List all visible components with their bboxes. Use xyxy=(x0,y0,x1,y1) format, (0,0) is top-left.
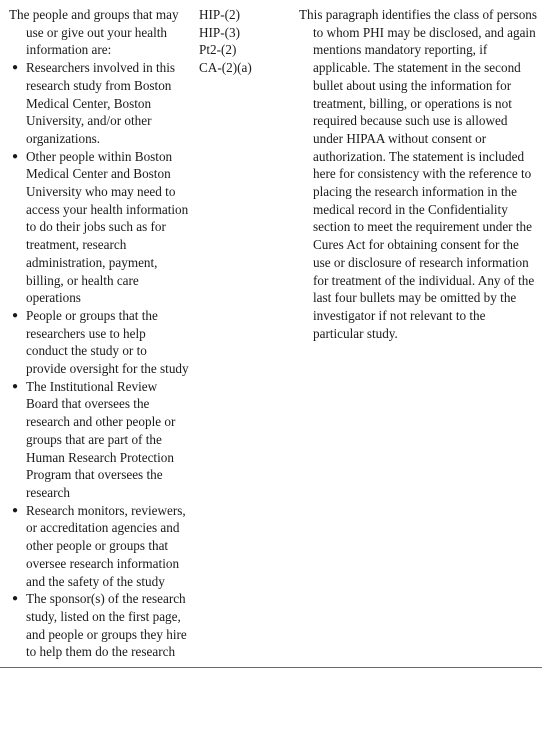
list-item xyxy=(9,378,190,502)
list-item xyxy=(9,148,190,307)
bullet-icon: ● xyxy=(12,380,19,392)
bullet-icon: ● xyxy=(12,504,19,516)
bullet-icon: ● xyxy=(12,150,19,162)
list-item xyxy=(9,307,190,378)
guidance-note-cell xyxy=(293,0,542,668)
recipients-list xyxy=(9,59,190,661)
list-item-text: The Institutional Review Board that oversees the research and other people or groups that are part of the Human Research Protection Program that oversees the research xyxy=(26,378,176,500)
regulation-codes-cell xyxy=(190,0,293,668)
intro-text: The people and groups that may use or give out your health information are: xyxy=(9,7,179,58)
guidance-note: This paragraph identifies the class of persons to whom PHI may be disclosed, and again mentions mandatory reporting, if applicable. The statement in the second bullet about using the information for treatment, billing, or operations is not required because such use is allowed under HIPAA without consent or authorization. The statement is included here for consistency with the reference to placing the research information in the medical record in the Confidentiality section to meet the requirement under the Cures Act for obtaining consent for the use or disclosure of research information for treatment of the individual. Any of the last four bullets may be omitted by the investigator if not relevant to the particular study. xyxy=(299,7,538,341)
bullet-icon: ● xyxy=(12,593,19,605)
bullet-icon: ● xyxy=(12,62,19,74)
regulation-code: Pt2-(2) xyxy=(199,42,237,58)
bullet-icon: ● xyxy=(12,309,19,321)
list-item xyxy=(9,502,190,591)
list-item-text: Researchers involved in this research study from Boston Medical Center, Boston University, and/or other organizations. xyxy=(26,60,176,146)
regulation-code: CA-(2)(a) xyxy=(199,60,252,76)
regulation-code: HIP-(3) xyxy=(199,24,241,40)
consent-text-cell xyxy=(0,0,190,668)
regulation-code: HIP-(2) xyxy=(199,7,241,22)
list-item xyxy=(9,59,190,148)
list-item-text: Research monitors, reviewers, or accreditation agencies and other people or groups that oversee research information and the safety of the study xyxy=(26,502,186,589)
list-item-text: The sponsor(s) of the research study, listed on the first page, and people or groups they hire to help them do the research xyxy=(26,591,187,660)
list-item-text: People or groups that the researchers use to help conduct the study or to provide oversight for the study xyxy=(26,307,189,377)
list-item-text: Other people within Boston Medical Center and Boston University who may need to access your health information to do their jobs such as for treatment, research administration, payment, billing, or health care operations xyxy=(26,148,189,306)
list-item xyxy=(9,590,190,661)
